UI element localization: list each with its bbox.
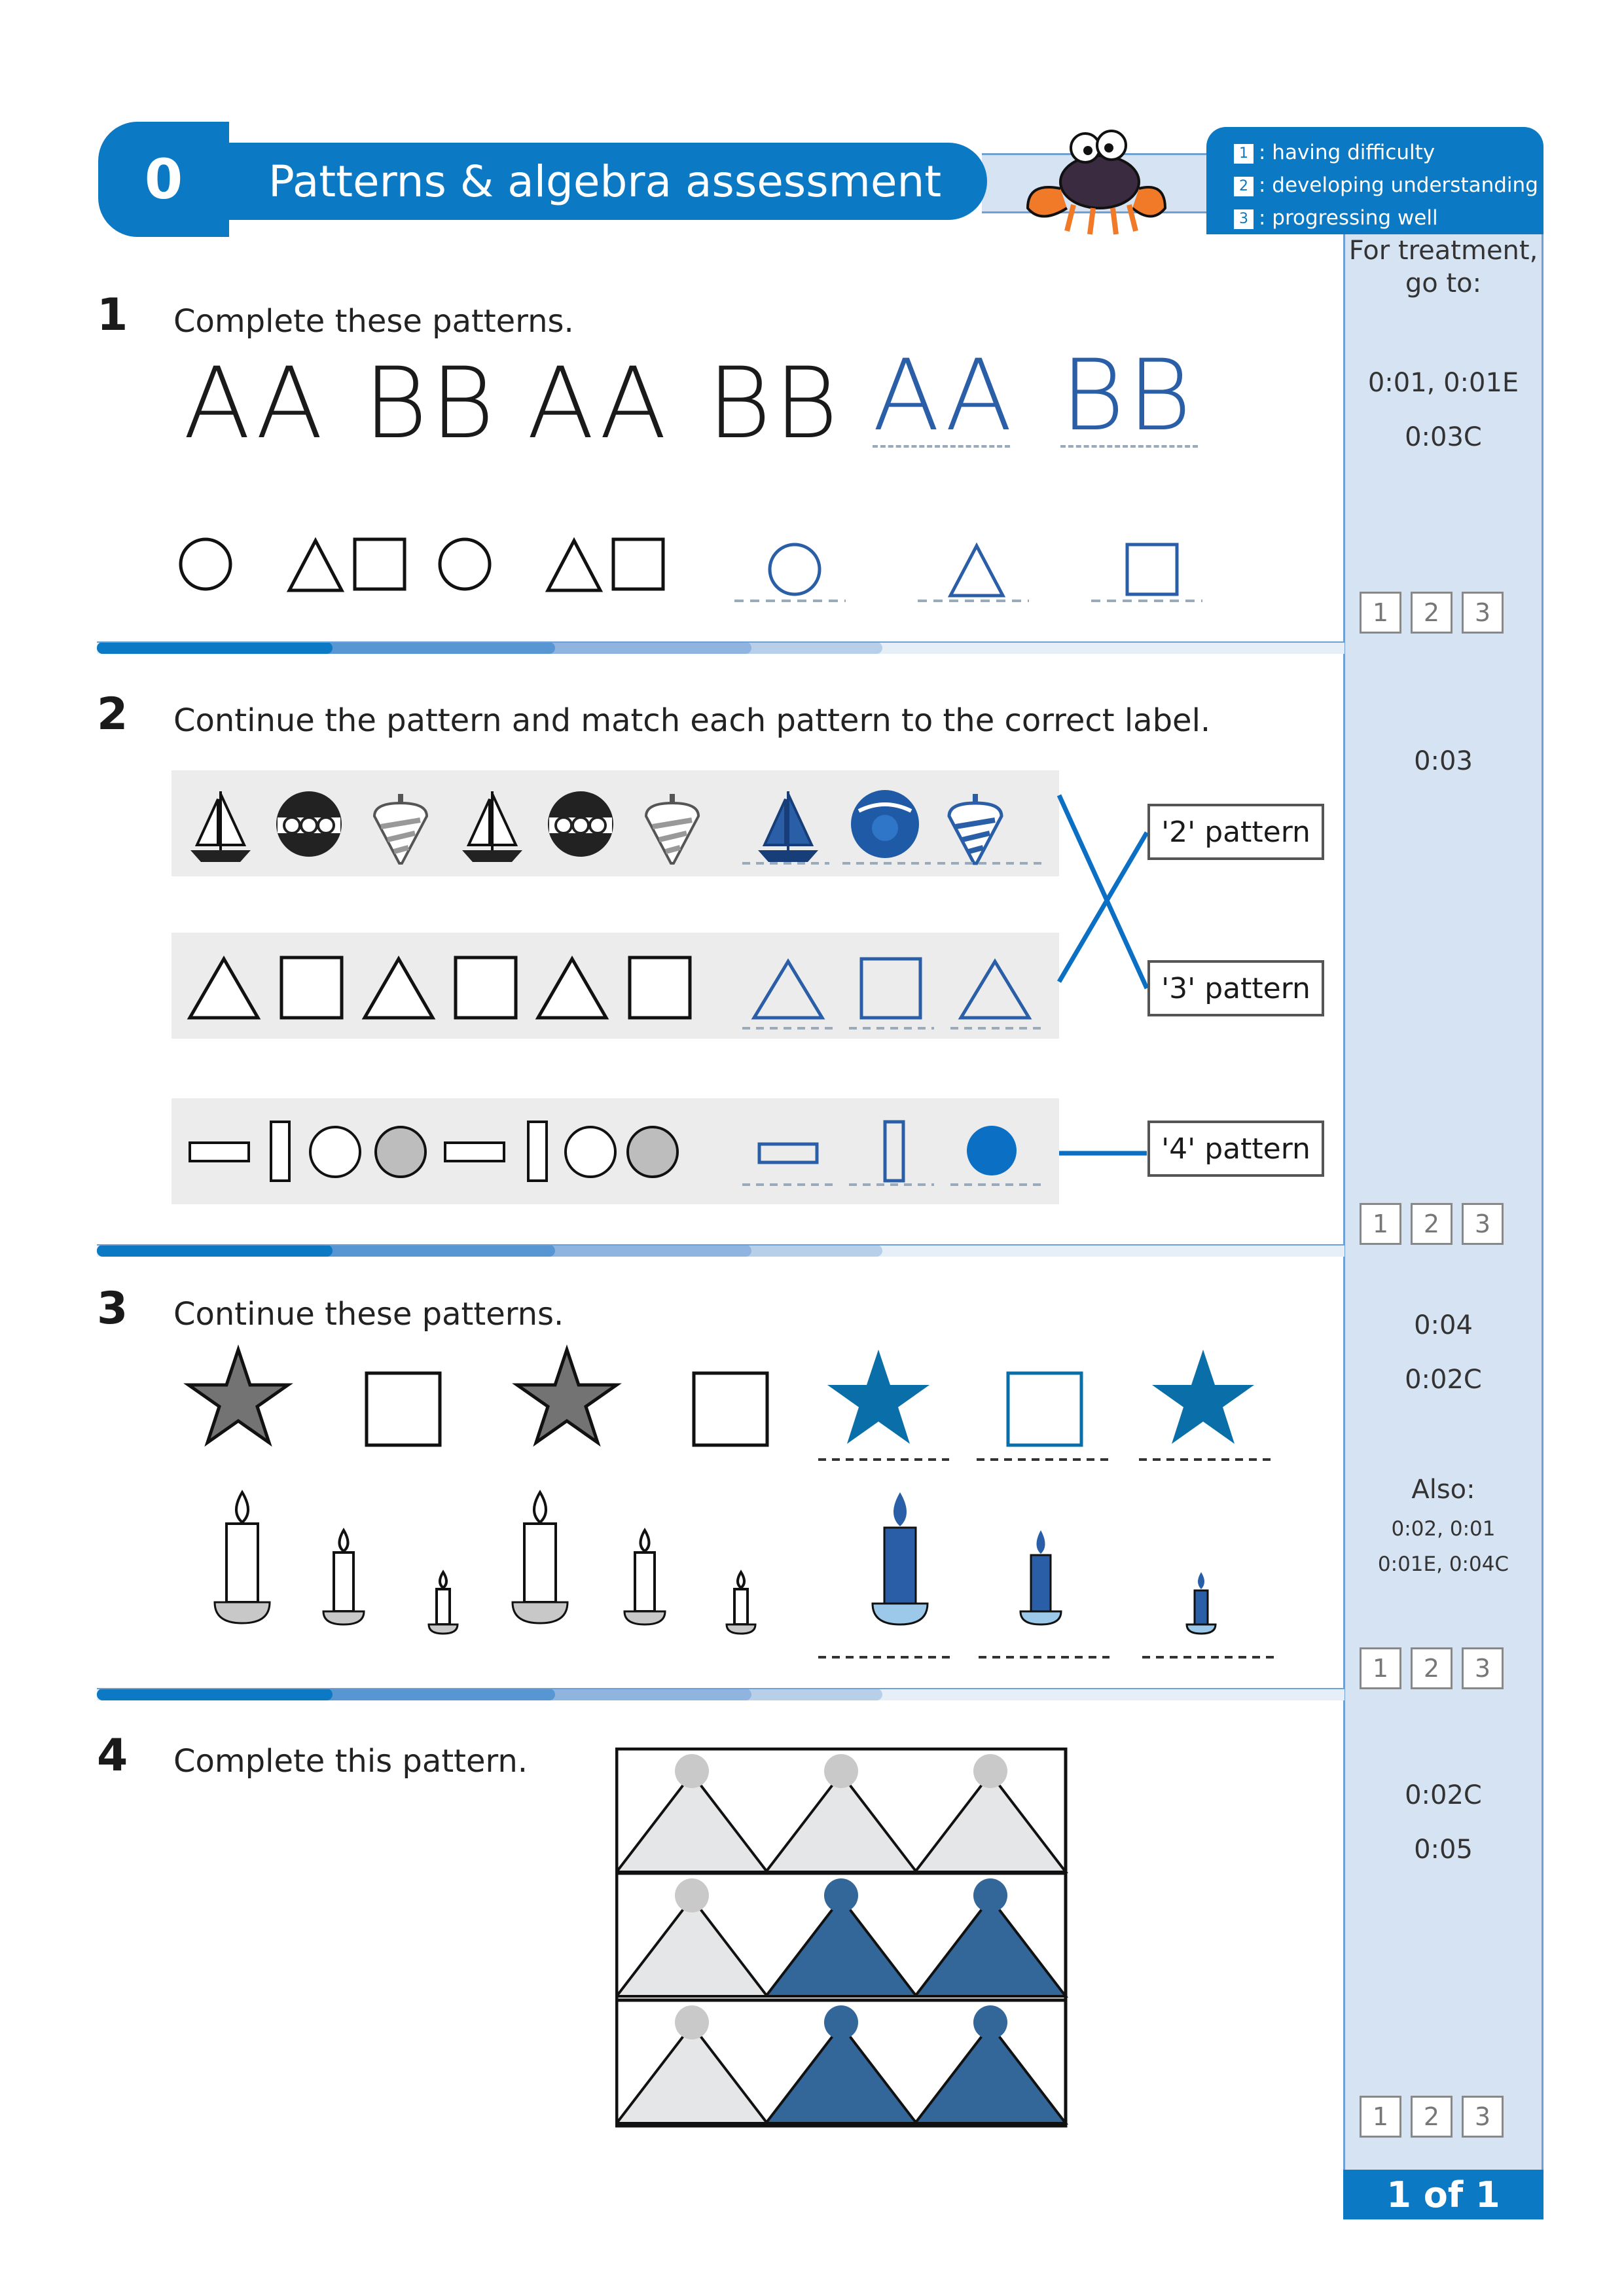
square-shape [281, 958, 342, 1018]
ball-icon [276, 791, 342, 857]
matching-lines [1054, 785, 1159, 1178]
legend-item: 1 : having difficulty [1234, 136, 1543, 169]
square-shape [613, 539, 663, 589]
triangle-answer-shape [754, 961, 822, 1018]
score-box-2[interactable]: 2 [1411, 2096, 1453, 2138]
star-square-pattern-row [183, 1342, 1296, 1473]
unit-number: 0 [98, 122, 229, 237]
square-shape [456, 958, 516, 1018]
score-box-1[interactable]: 1 [1360, 2096, 1401, 2138]
pattern-label-box[interactable]: '2' pattern [1147, 804, 1324, 860]
spinning-top-answer-icon [949, 794, 1001, 863]
score-boxes-q3[interactable] [1360, 1647, 1504, 1689]
medium-candle-icon [624, 1530, 665, 1624]
score-box-2[interactable]: 2 [1411, 592, 1453, 634]
sailboat-icon [462, 791, 522, 862]
sidebar-heading: For treatment, go to: [1348, 236, 1538, 298]
question-number: 1 [97, 289, 128, 341]
score-box-1[interactable]: 1 [1360, 592, 1401, 634]
triangle-shape [365, 959, 433, 1018]
sailboat-answer-icon [758, 791, 818, 862]
letter-pattern-item: BB [363, 347, 497, 461]
small-candle-answer-icon [1187, 1572, 1216, 1634]
score-box-3[interactable]: 3 [1462, 1203, 1504, 1245]
rectangle-circle-pattern-row [171, 1098, 1059, 1204]
sidebar-ref: 0:02C [1405, 1365, 1482, 1395]
star-answer-shape [1152, 1350, 1254, 1444]
large-candle-icon [513, 1492, 568, 1623]
horizontal-rectangle-shape [190, 1143, 249, 1161]
section-divider [97, 641, 1344, 655]
square-shape [630, 958, 690, 1018]
pattern-label-box[interactable]: '3' pattern [1147, 960, 1324, 1016]
legend-item: 3 : progressing well [1234, 202, 1543, 234]
score-box-2[interactable]: 2 [1411, 1647, 1453, 1689]
horizontal-rectangle-answer-shape [759, 1144, 817, 1162]
candle-pattern-row [203, 1486, 1303, 1682]
spinning-top-icon [646, 794, 698, 863]
question-number: 3 [97, 1283, 128, 1335]
circle-answer-shape [770, 545, 820, 594]
question-text: Complete this pattern. [173, 1743, 528, 1780]
ball-icon [548, 791, 613, 857]
spinning-top-icon [374, 794, 427, 863]
question-number: 4 [97, 1730, 128, 1782]
large-candle-answer-icon [873, 1492, 928, 1624]
triangle-shape [538, 959, 606, 1018]
sidebar-ref: 0:02C [1405, 1780, 1482, 1810]
score-boxes-q4[interactable] [1360, 2096, 1504, 2138]
letter-answer-item[interactable]: AA [873, 339, 1015, 453]
grey-circle-shape [376, 1127, 425, 1177]
section-divider [97, 1244, 1344, 1258]
page-title: Patterns & algebra assessment [215, 143, 987, 220]
triangle-square-pattern-row [171, 933, 1059, 1039]
square-shape [367, 1373, 440, 1445]
sidebar-ref: 0:02, 0:01 [1391, 1517, 1496, 1541]
square-shape [355, 539, 405, 589]
question-text: Continue the pattern and match each pattern to the correct label. [173, 702, 1211, 739]
circle-shape [566, 1127, 615, 1177]
circle-shape [181, 539, 230, 589]
circle-shape [310, 1127, 360, 1177]
sidebar-ref: 0:05 [1414, 1835, 1473, 1865]
star-answer-shape [827, 1350, 929, 1444]
star-shape [517, 1350, 617, 1443]
sidebar-ref: 0:01, 0:01E [1367, 368, 1519, 398]
square-answer-shape [1008, 1373, 1081, 1445]
pattern-label-box[interactable]: '4' pattern [1147, 1121, 1324, 1177]
sidebar-ref: 0:03 [1414, 746, 1473, 776]
question-text: Complete these patterns. [173, 303, 574, 340]
triangle-shape [548, 541, 600, 590]
letter-pattern-item: AA [183, 347, 326, 461]
sidebar-ref: 0:01E, 0:04C [1377, 1552, 1509, 1576]
sidebar-ref: 0:04 [1414, 1310, 1473, 1340]
vertical-rectangle-shape [271, 1122, 289, 1181]
circle-shape [440, 539, 490, 589]
sidebar-also-label: Also: [1411, 1475, 1475, 1505]
triangle-answer-shape [961, 961, 1029, 1018]
ball-answer-icon [851, 790, 919, 858]
small-candle-icon [727, 1572, 755, 1634]
horizontal-rectangle-shape [445, 1143, 504, 1161]
page-indicator: 1 of 1 [1343, 2170, 1543, 2219]
section-divider [97, 1687, 1344, 1702]
triangle-shape [289, 541, 342, 590]
small-candle-icon [429, 1572, 458, 1634]
square-answer-shape [1127, 545, 1177, 594]
shape-pattern-row [171, 530, 1206, 609]
triangle-shape [190, 959, 258, 1018]
legend-item: 2 : developing understanding [1234, 169, 1543, 202]
square-shape [694, 1373, 767, 1445]
blue-circle-answer-shape [967, 1126, 1017, 1175]
score-box-1[interactable]: 1 [1360, 1647, 1401, 1689]
score-boxes-q1[interactable] [1360, 592, 1504, 634]
letter-pattern-item: BB [707, 347, 841, 461]
triangle-answer-shape [950, 546, 1003, 596]
medium-candle-icon [323, 1530, 364, 1624]
letter-pattern-item: AA [527, 347, 670, 461]
sailboat-icon [190, 791, 251, 862]
grey-circle-shape [628, 1127, 677, 1177]
vertical-rectangle-shape [528, 1122, 547, 1181]
square-answer-shape [861, 959, 920, 1018]
toy-pattern-row [171, 770, 1059, 876]
hat-pattern-grid [615, 1748, 1074, 2140]
score-box-3[interactable]: 3 [1462, 1647, 1504, 1689]
score-box-3[interactable]: 3 [1462, 592, 1504, 634]
letter-answer-item[interactable]: BB [1060, 347, 1198, 448]
crab-mascot-icon [1001, 110, 1172, 241]
question-text: Continue these patterns. [173, 1296, 564, 1333]
large-candle-icon [215, 1492, 270, 1623]
score-box-2[interactable]: 2 [1411, 1203, 1453, 1245]
score-box-3[interactable]: 3 [1462, 2096, 1504, 2138]
vertical-rectangle-answer-shape [885, 1122, 903, 1181]
score-boxes-q2[interactable] [1360, 1203, 1504, 1245]
sidebar-ref: 0:03C [1405, 422, 1482, 452]
medium-candle-answer-icon [1020, 1530, 1061, 1624]
legend [1206, 127, 1543, 234]
question-number: 2 [97, 689, 128, 740]
star-shape [189, 1350, 288, 1443]
score-box-1[interactable]: 1 [1360, 1203, 1401, 1245]
